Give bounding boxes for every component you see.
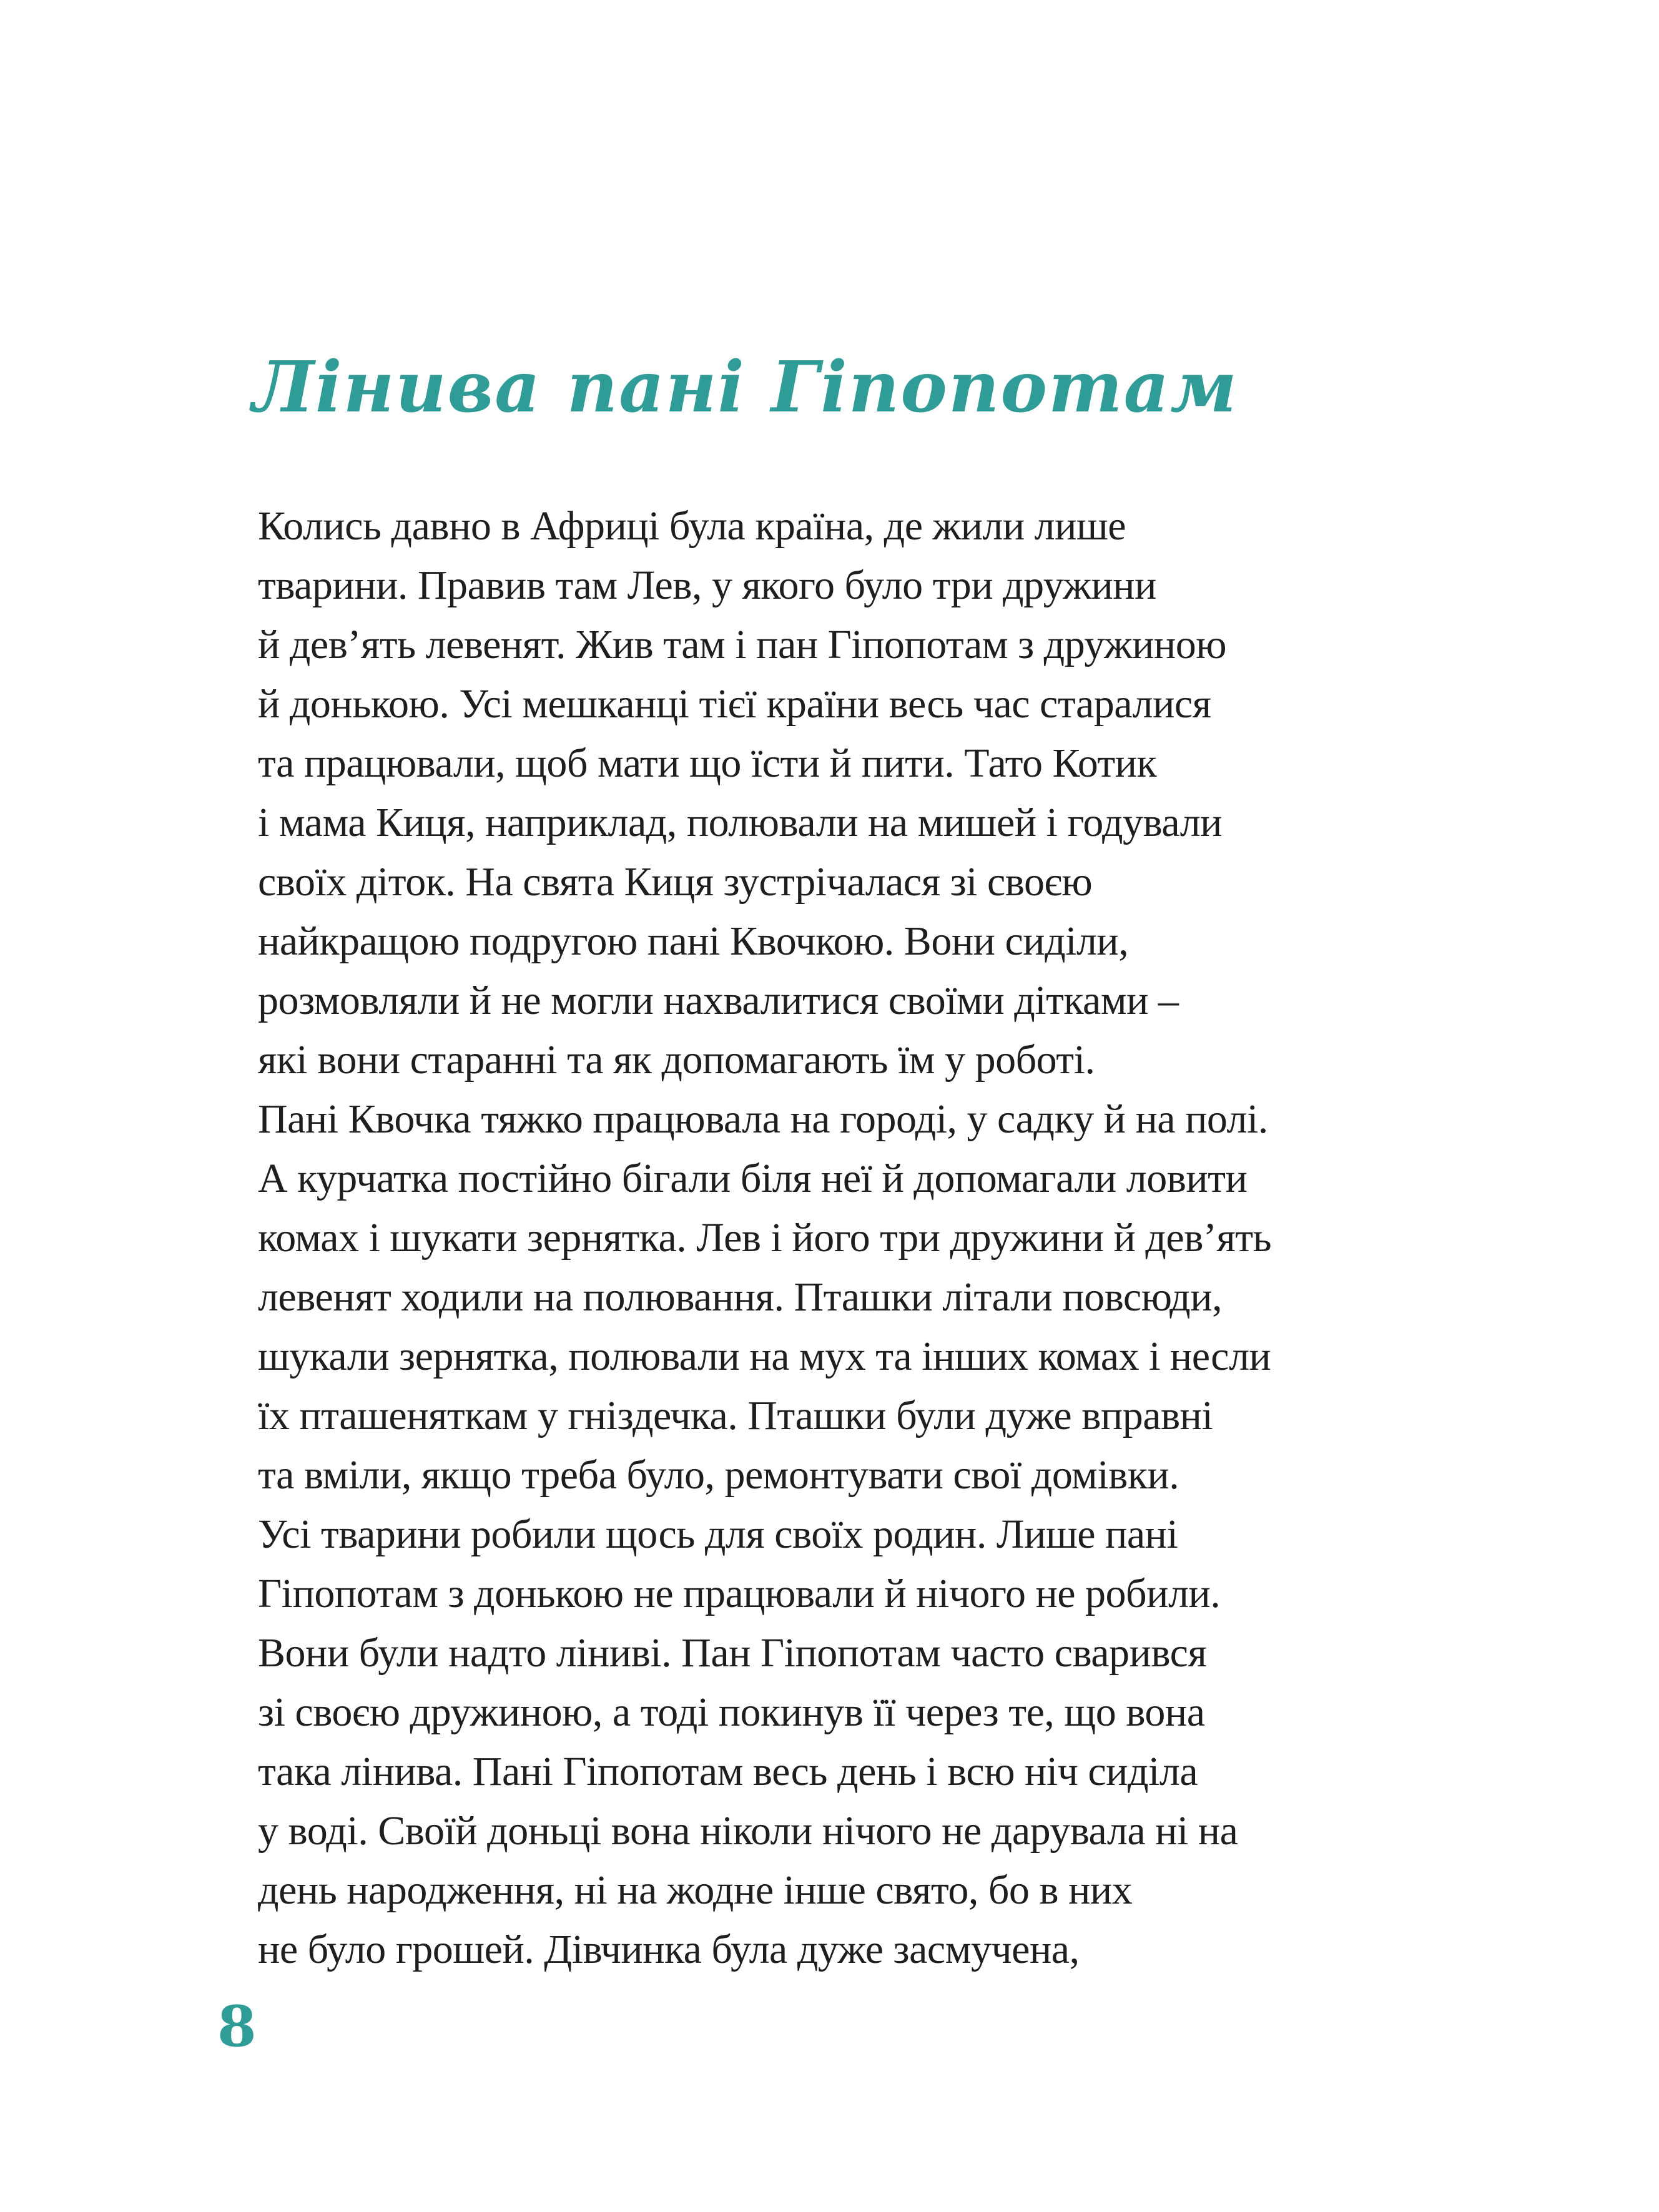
text-line: не було грошей. Дівчинка була дуже засмучена, (258, 1927, 1080, 1972)
text-line: та вміли, якщо треба було, ремонтувати свої домівки. (258, 1452, 1179, 1498)
text-line: і мама Киця, наприклад, полювали на мишей і годували (258, 800, 1222, 845)
text-line: Пані Квочка тяжко працювала на городі, у садку й на полі. (258, 1096, 1268, 1142)
text-line: Колись давно в Африці була країна, де жили лише (258, 503, 1126, 549)
text-line: Усі тварини робили щось для своїх родин. Лише пані (258, 1512, 1178, 1557)
text-line: левенят ходили на полювання. Пташки літали повсюди, (258, 1274, 1223, 1320)
text-line: зі своєю дружиною, а тоді покинув її через те, що вона (258, 1689, 1205, 1735)
text-line: Гіпопотам з донькою не працювали й нічого не робили. (258, 1571, 1221, 1616)
text-line: розмовляли й не могли нахвалитися своїми дітками – (258, 978, 1179, 1023)
story-text (258, 496, 1463, 1979)
text-line: шукали зернятка, полювали на мух та інших комах і несли (258, 1334, 1271, 1379)
text-line: та працювали, щоб мати що їсти й пити. Тато Котик (258, 740, 1157, 786)
text-line: Вони були надто ліниві. Пан Гіпопотам часто сварився (258, 1630, 1207, 1676)
text-line: й дев’ять левенят. Жив там і пан Гіпопотам з дружиною (258, 622, 1227, 667)
text-line: А курчатка постійно бігали біля неї й допомагали ловити (258, 1156, 1248, 1201)
text-line: своїх діток. На свята Киця зустрічалася зі своєю (258, 859, 1093, 905)
page-number: 8 (217, 1993, 257, 2060)
text-line: така лінива. Пані Гіпопотам весь день і всю ніч сиділа (258, 1749, 1198, 1794)
text-line: найкращою подругою пані Квочкою. Вони сиділи, (258, 918, 1129, 964)
text-line: у воді. Своїй доньці вона ніколи нічого не дарувала ні на (258, 1808, 1238, 1854)
text-line: день народження, ні на жодне інше свято, бо в них (258, 1867, 1133, 1913)
story-title: Лінива пані Гіпопотам (252, 347, 1238, 428)
text-line: й донькою. Усі мешканці тієї країни весь час старалися (258, 681, 1211, 727)
text-line: тварини. Правив там Лев, у якого було три дружини (258, 563, 1156, 608)
text-line: комах і шукати зернятка. Лев і його три дружини й дев’ять (258, 1215, 1272, 1261)
text-line: їх пташеняткам у гніздечка. Пташки були дуже вправні (258, 1393, 1213, 1438)
text-line: які вони старанні та як допомагають їм у роботі. (258, 1037, 1095, 1083)
